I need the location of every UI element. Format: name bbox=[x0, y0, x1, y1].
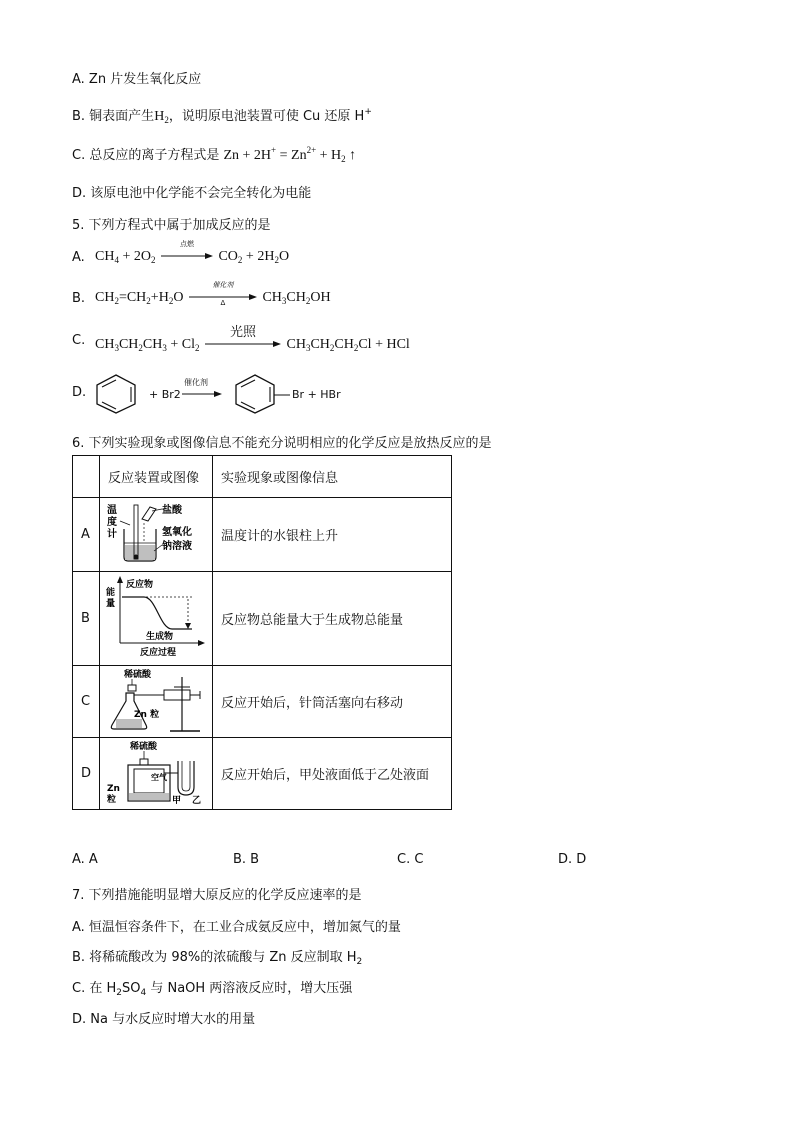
table-header-cell: 实验现象或图像信息 bbox=[213, 456, 452, 498]
q4-option-b-prefix: B. 铜表面产生 bbox=[72, 109, 155, 124]
catalyst-condition: 催化剂 bbox=[184, 378, 208, 387]
q5-option-d-equation bbox=[93, 373, 513, 415]
svg-text:盐酸: 盐酸 bbox=[162, 504, 183, 516]
svg-text:量: 量 bbox=[106, 598, 116, 609]
benzene-ring-icon bbox=[93, 373, 139, 415]
q6-option-c: C. C bbox=[397, 852, 424, 867]
reaction-arrow-icon bbox=[182, 390, 222, 398]
q6-option-d: D. D bbox=[558, 852, 587, 867]
benzene-ring-icon bbox=[232, 373, 278, 415]
q7-option-c-prefix: C. 在 H bbox=[72, 981, 117, 996]
q7-option-a: A. 恒温恒容条件下，在工业合成氨反应中，增加氮气的量 bbox=[72, 920, 401, 935]
svg-text:反应物: 反应物 bbox=[126, 579, 154, 590]
bottle-u-tube-figure bbox=[104, 739, 208, 805]
q4-option-b: B. 铜表面产生$H_2$，说明原电池装置可使 Cu 还原 H+ bbox=[72, 107, 372, 125]
svg-text:温: 温 bbox=[107, 504, 118, 516]
q5-option-b-label: B. bbox=[72, 291, 86, 306]
svg-text:Zn 粒: Zn 粒 bbox=[134, 709, 160, 720]
observation-text: 反应开始后，针筒活塞向右移动 bbox=[213, 666, 452, 738]
q4-option-b-suffix: ，说明原电池装置可使 Cu 还原 H bbox=[168, 109, 365, 124]
q6-stem: 6. 下列实验现象或图像信息不能充分说明相应的化学反应是放热反应的是 bbox=[72, 436, 492, 451]
apparatus-figure bbox=[100, 498, 213, 572]
reaction-arrow-icon: 点燃 bbox=[161, 249, 213, 265]
svg-text:反应过程: 反应过程 bbox=[140, 647, 177, 658]
svg-text:钠溶液: 钠溶液 bbox=[162, 540, 193, 552]
table-row bbox=[73, 738, 452, 810]
q4-option-c-prefix: C. 总反应的离子方程式是 bbox=[72, 148, 220, 163]
observation-text: 温度计的水银柱上升 bbox=[213, 498, 452, 572]
svg-text:度: 度 bbox=[107, 516, 118, 528]
q5-option-c-equation: $CH_3CH_2CH_3 + Cl_2$ 光照 $CH_3CH_2CH_2Cl$ + HCl bbox=[95, 325, 410, 354]
energy-profile-graph bbox=[104, 573, 208, 661]
table-row bbox=[73, 572, 452, 666]
q4-option-c bbox=[72, 144, 356, 164]
table-row bbox=[73, 498, 452, 572]
observation-text: 反应开始后，甲处液面低于乙处液面 bbox=[213, 738, 452, 810]
svg-text:Zn: Zn bbox=[107, 783, 120, 794]
svg-text:稀硫酸: 稀硫酸 bbox=[130, 741, 158, 752]
svg-text:甲: 甲 bbox=[172, 795, 182, 805]
bond-line-icon bbox=[274, 393, 290, 397]
table-header-cell bbox=[73, 456, 100, 498]
svg-text:粒: 粒 bbox=[107, 794, 117, 805]
q5-option-a-label: A. bbox=[72, 250, 85, 265]
q6-table bbox=[72, 455, 452, 810]
row-label: A bbox=[73, 498, 100, 572]
q4-ionic-equation: $Zn + 2H^+ = Zn^{2+} + H_2$ ↑ bbox=[223, 145, 357, 164]
q7-option-c: C. 在 $H_2SO_4$ 与 NaOH 两溶液反应时，增大压强 bbox=[72, 981, 353, 998]
q5-option-d-label: D. bbox=[72, 385, 87, 400]
row-label: C bbox=[73, 666, 100, 738]
q5-stem: 5. 下列方程式中属于加成反应的是 bbox=[72, 218, 271, 233]
svg-text:空气: 空气 bbox=[151, 772, 168, 782]
q5-option-b-equation: $CH_2=CH_2+H_2O$ 催化剂 Δ $CH_3CH_2OH$ bbox=[95, 281, 331, 307]
q4-option-a: A. Zn 片发生氧化反应 bbox=[72, 72, 202, 87]
svg-text:计: 计 bbox=[107, 528, 118, 540]
bromobenzene-product: Br + HBr bbox=[292, 388, 341, 401]
bromine-reagent: + Br2 bbox=[149, 388, 181, 401]
row-label: D bbox=[73, 738, 100, 810]
q7-option-b-text: B. 将稀硫酸改为 98%的浓硫酸与 Zn 反应制取 H bbox=[72, 950, 357, 965]
h2-formula: $H_2$ bbox=[154, 109, 169, 125]
syringe-apparatus-figure bbox=[100, 666, 213, 738]
q5-option-c-label: C. bbox=[72, 333, 86, 348]
reaction-arrow-icon: 光照 bbox=[205, 337, 281, 353]
table-header-cell: 反应装置或图像 bbox=[100, 456, 213, 498]
table-row bbox=[73, 666, 452, 738]
q7-option-c-suffix: 与 NaOH 两溶液反应时，增大压强 bbox=[146, 981, 353, 996]
q7-option-c-mid: SO bbox=[121, 981, 141, 996]
q7-option-b: B. 将稀硫酸改为 98%的浓硫酸与 Zn 反应制取 $H_2$ bbox=[72, 950, 363, 967]
reaction-arrow-icon: 催化剂 Δ bbox=[189, 290, 257, 306]
table-header-row bbox=[73, 456, 452, 498]
svg-text:乙: 乙 bbox=[192, 795, 202, 805]
row-label: B bbox=[73, 572, 100, 666]
q7-stem: 7. 下列措施能明显增大原反应的化学反应速率的是 bbox=[72, 888, 362, 903]
flask-syringe-figure bbox=[104, 667, 208, 733]
q4-option-d: D. 该原电池中化学能不会完全转化为电能 bbox=[72, 186, 312, 201]
svg-text:稀硫酸: 稀硫酸 bbox=[124, 669, 152, 680]
q7-option-d: D. Na 与水反应时增大水的用量 bbox=[72, 1012, 256, 1027]
energy-diagram-figure bbox=[100, 572, 213, 666]
svg-text:生成物: 生成物 bbox=[146, 631, 174, 642]
q5-option-a-equation: $CH_4 + 2O_2$ 点燃 $CO_2 + 2H_2O$ bbox=[95, 240, 290, 266]
svg-text:能: 能 bbox=[106, 587, 116, 598]
q6-option-a: A. A bbox=[72, 852, 98, 867]
observation-text: 反应物总能量大于生成物总能量 bbox=[213, 572, 452, 666]
u-tube-apparatus-figure bbox=[100, 738, 213, 810]
q6-option-b: B. B bbox=[233, 852, 260, 867]
thermometer-beaker-figure bbox=[104, 499, 208, 567]
svg-text:氢氧化: 氢氧化 bbox=[162, 526, 193, 538]
